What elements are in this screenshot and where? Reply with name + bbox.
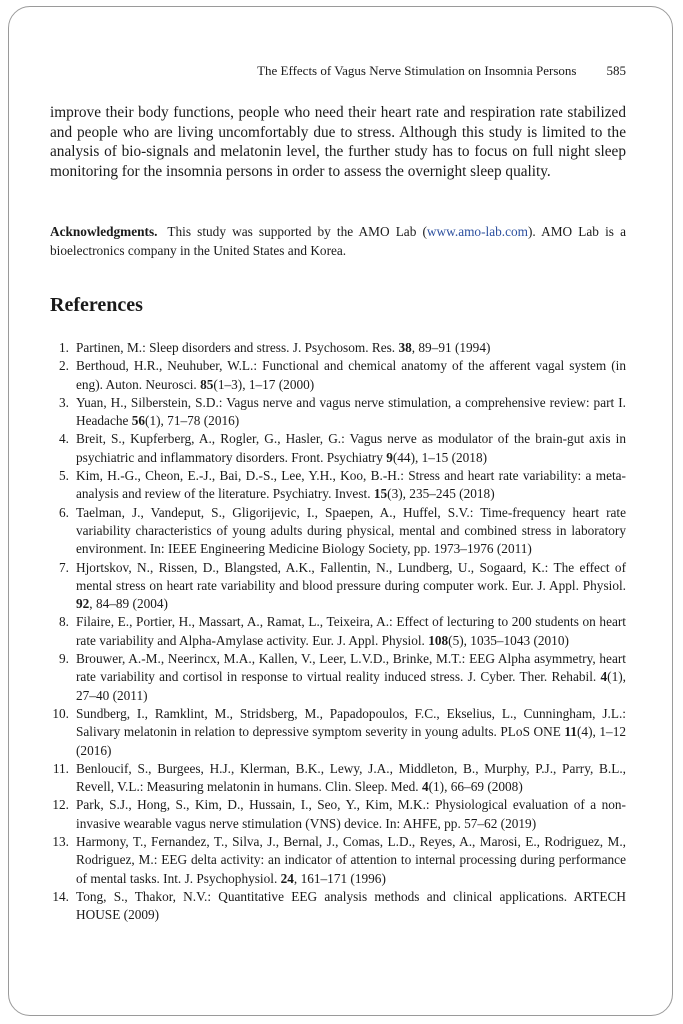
references-list	[50, 339, 626, 925]
reference-number: 8.	[59, 614, 69, 630]
reference-text: Sundberg, I., Ramklint, M., Stridsberg, M., Papadopoulos, F.C., Ekselius, L., Cunningham, J.L.: Salivary melatonin in relation to depressive symptom severity in young adults. PLoS ONE	[76, 705, 626, 740]
reference-item-13	[50, 833, 626, 888]
page-number: 585	[606, 63, 626, 78]
reference-text-tail: , 161–171 (1996)	[293, 870, 386, 886]
reference-number: 6.	[59, 504, 69, 520]
amo-lab-link[interactable]: www.amo-lab.com	[426, 224, 528, 239]
body-paragraph: improve their body functions, people who need their heart rate and respiration rate stabilized and people who are living uncomfortably due to stress. Although this study is limited to the analysis of bio-signals and melatonin level, the further study has to focus on full night sleep monitoring for the insomnia persons in order to assess the overnight sleep quality.	[50, 104, 626, 180]
reference-item-9	[50, 650, 626, 705]
reference-text: Yuan, H., Silberstein, S.D.: Vagus nerve and vagus nerve stimulation, a comprehensive review: part I. Headache	[76, 394, 626, 429]
reference-volume: 38	[398, 340, 412, 355]
reference-volume: 15	[373, 486, 388, 502]
reference-text-tail: (5), 1035–1043 (2010)	[448, 632, 569, 648]
reference-item-2	[50, 357, 626, 394]
running-header	[50, 63, 626, 79]
reference-text-tail: (1), 71–78 (2016)	[145, 413, 240, 429]
acknowledgments-label: Acknowledgments.	[50, 224, 158, 239]
acknowledgments	[50, 222, 626, 260]
reference-number: 2.	[59, 358, 69, 374]
reference-item-1	[50, 339, 626, 357]
reference-number: 11.	[52, 760, 69, 776]
reference-volume: 92	[76, 596, 90, 612]
reference-text-tail: (3), 235–245 (2018)	[387, 486, 495, 502]
reference-text: Benloucif, S., Burgees, H.J., Klerman, B.K., Lewy, J.A., Middleton, B., Murphy, P.J., Parry, B.L., Revell, V.L.: Measuring melatonin in humans. Clin. Sleep. Med.	[76, 760, 626, 795]
reference-number: 14.	[52, 888, 69, 904]
acknowledgments-text-after-link: ). AMO Lab is a bioelectronics company in the United States and Korea.	[50, 224, 626, 258]
reference-text: Berthoud, H.R., Neuhuber, W.L.: Functional and chemical anatomy of the afferent vagal system (in eng). Auton. Neurosci.	[76, 358, 626, 392]
reference-item-7	[50, 559, 626, 614]
reference-text-tail: (1), 27–40 (2011)	[76, 669, 626, 703]
reference-number: 4.	[59, 431, 69, 447]
reference-text: Harmony, T., Fernandez, T., Silva, J., Bernal, J., Comas, L.D., Reyes, A., Marosi, E., Rodriguez, M., Rodriguez, M.: EEG delta activity: an indicator of attention to internal processing during performance of mental tasks. Int. J. Psychophysiol.	[76, 834, 626, 886]
reference-number: 9.	[59, 651, 69, 667]
reference-volume: 85	[200, 376, 214, 392]
reference-text: Hjortskov, N., Rissen, D., Blangsted, A.K., Fallentin, N., Lundberg, U., Sogaard, K.: The effect of mental stress on heart rate variability and blood pressure during computer work. Eur. J. Appl. Physiol.	[76, 559, 626, 593]
reference-text-tail: , 84–89 (2004)	[89, 596, 168, 612]
reference-volume: 56	[131, 413, 146, 429]
reference-text: Tong, S., Thakor, N.V.: Quantitative EEG analysis methods and clinical applications. ARTECH HOUSE (2009)	[76, 888, 626, 923]
reference-item-12	[50, 796, 626, 833]
reference-text-tail: , 89–91 (1994)	[411, 340, 491, 355]
reference-text: Partinen, M.: Sleep disorders and stress. J. Psychosom. Res.	[76, 340, 399, 355]
references-heading: References	[50, 294, 143, 316]
reference-number: 10.	[52, 705, 69, 721]
reference-number: 3.	[59, 394, 69, 410]
reference-text: Breit, S., Kupferberg, A., Rogler, G., Hasler, G.: Vagus nerve as modulator of the brain-gut axis in psychiatric and inflammatory disorders. Front. Psychiatry	[76, 431, 626, 465]
reference-text: Park, S.J., Hong, S., Kim, D., Hussain, I., Seo, Y., Kim, M.K.: Physiological evaluation of a non-invasive wearable vagus nerve stimulation (VNS) device. In: AHFE, pp. 57–62 (2019)	[76, 797, 626, 831]
reference-item-4	[50, 430, 626, 467]
reference-volume: 4	[421, 779, 429, 795]
reference-text: Kim, H.-G., Cheon, E.-J., Bai, D.-S., Lee, Y.H., Koo, B.-H.: Stress and heart rate variability: a meta-analysis and review of the literature. Psychiatry. Invest.	[76, 468, 626, 502]
reference-item-8	[50, 613, 626, 650]
reference-volume: 4	[600, 669, 608, 685]
reference-volume: 108	[428, 632, 449, 648]
running-title: The Effects of Vagus Nerve Stimulation on Insomnia Persons	[257, 63, 577, 78]
reference-item-10	[50, 705, 626, 760]
reference-text-tail: (4), 1–12 (2016)	[76, 724, 626, 758]
reference-text: Brouwer, A.-M., Neerincx, M.A., Kallen, V., Leer, L.V.D., Brinke, M.T.: EEG Alpha asymmetry, heart rate variability and cortisol in response to virtual reality induced stress. J. Cyber. Ther. Rehabil.	[76, 651, 626, 685]
reference-volume: 9	[386, 449, 393, 465]
reference-item-5	[50, 467, 626, 504]
reference-text-tail: (44), 1–15 (2018)	[392, 449, 488, 465]
reference-text-tail: (1), 66–69 (2008)	[428, 779, 523, 795]
reference-item-14	[50, 888, 626, 925]
reference-text: Filaire, E., Portier, H., Massart, A., Ramat, L., Teixeira, A.: Effect of lecturing to 200 students on heart rate variability and Alpha-Amylase activity. Eur. J. Appl. Physiol.	[76, 614, 626, 648]
reference-number: 12.	[52, 797, 69, 813]
reference-item-3	[50, 394, 626, 431]
reference-text: Taelman, J., Vandeput, S., Gligorijevic, I., Spaepen, A., Huffel, S.V.: Time-frequency heart rate variability characteristics of young adults during physical, mental and combined stress in laboratory environment. In: IEEE Engineering Medicine Biology Society, pp. 1973–1976 (2011)	[76, 504, 626, 557]
reference-item-6	[50, 504, 626, 559]
reference-text-tail: (1–3), 1–17 (2000)	[213, 376, 315, 392]
reference-volume: 24	[280, 870, 294, 886]
reference-number: 5.	[59, 468, 69, 484]
reference-number: 13.	[52, 834, 69, 850]
reference-number: 1.	[59, 340, 69, 355]
acknowledgments-text-before-link: This study was supported by the AMO Lab (	[167, 224, 427, 239]
reference-number: 7.	[59, 559, 69, 575]
reference-item-11	[50, 760, 626, 797]
reference-volume: 11	[564, 724, 577, 740]
